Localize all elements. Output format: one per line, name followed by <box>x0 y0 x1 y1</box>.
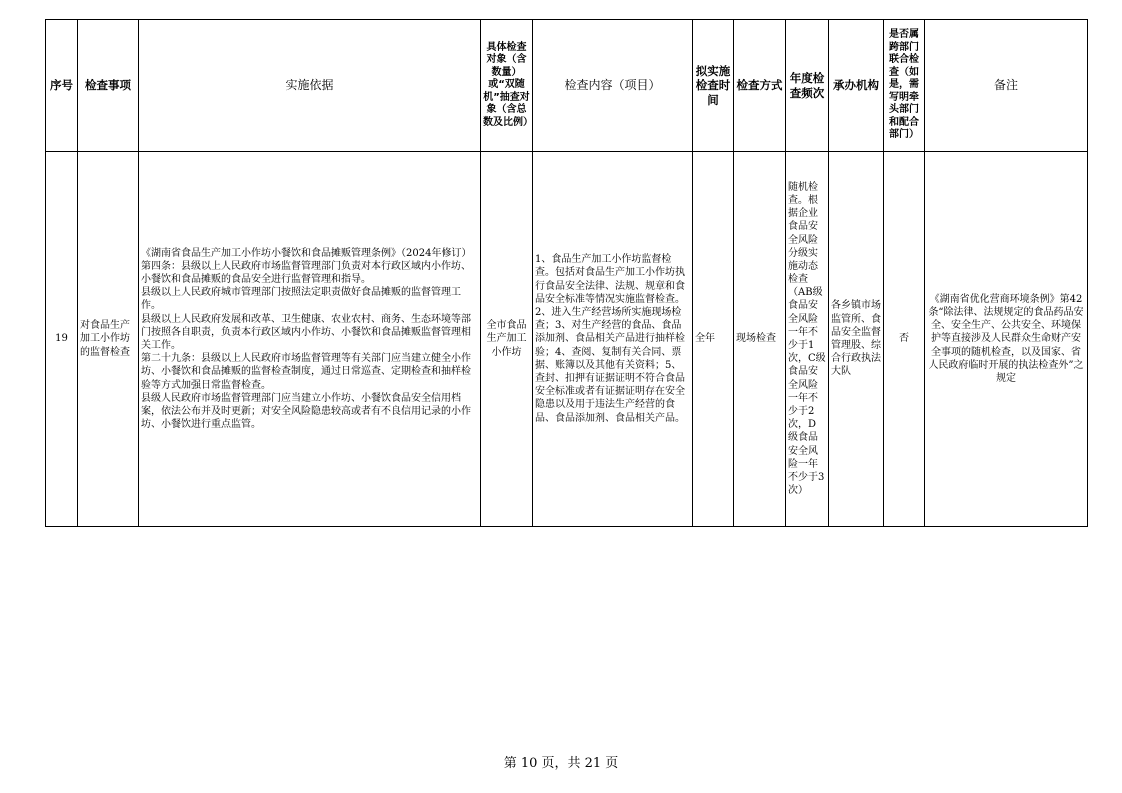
cell-agency: 各乡镇市场监管所、食品安全监督管理股、综合行政执法大队 <box>829 152 884 527</box>
cell-basis: 《湖南省食品生产加工小作坊小餐饮和食品摊贩管理条例》（2024年修订）第四条：县级以上人民政府市场监督管理部门负责对本行政区域内小作坊、小餐饮和食品摊贩的食品安全进行监督管理和指导。 县级以上人民政府城市管理部门按照法定职责做好食品摊贩的监督管理工作。 县级以上人民政府发展和改革、卫生健康、农业农村、商务、生态环境等部门按照各自职责，负责本行政区域内小作坊、小餐饮和食品摊贩监督管理相关工作。 第二十九条：县级以上人民政府市场监督管理等有关部门应当建立健全小作坊、小餐饮和食品摊贩的监督检查制度，通过日常巡查、定期检查和抽样检验等方式加强日常监督检查。 县级人民政府市场监督管理部门应当建立小作坊、小餐饮食品安全信用档案，依法公布并及时更新；对安全风险隐患较高或者有不良信用记录的小作坊、小餐饮进行重点监管。 <box>139 152 481 527</box>
cell-time: 全年 <box>693 152 734 527</box>
cell-seq: 19 <box>46 152 78 527</box>
header-frequency: 年度检查频次 <box>786 20 829 152</box>
header-method: 检查方式 <box>734 20 786 152</box>
header-remark: 备注 <box>925 20 1088 152</box>
header-seq: 序号 <box>46 20 78 152</box>
header-joint: 是否属跨部门联合检查（如是，需写明牵头部门和配合部门） <box>884 20 925 152</box>
table-row <box>46 152 1088 527</box>
inspection-table <box>45 19 1088 527</box>
header-agency: 承办机构 <box>829 20 884 152</box>
page-number: 第 10 页，共 21 页 <box>503 756 619 771</box>
cell-item: 对食品生产加工小作坊的监督检查 <box>78 152 139 527</box>
header-row <box>46 20 1088 152</box>
cell-object: 全市食品生产加工小作坊 <box>481 152 533 527</box>
cell-remark: 《湖南省优化营商环境条例》第42条“除法律、法规规定的食品药品安全、安全生产、公共安全、环境保护等直接涉及人民群众生命财产安全事项的随机检查，以及国家、省人民政府临时开展的执法检查外”之规定 <box>925 152 1088 527</box>
cell-joint: 否 <box>884 152 925 527</box>
cell-method: 现场检查 <box>734 152 786 527</box>
header-time: 拟实施检查时间 <box>693 20 734 152</box>
header-basis: 实施依据 <box>139 20 481 152</box>
cell-content: 1、食品生产加工小作坊监督检查。包括对食品生产加工小作坊执行食品安全法律、法规、规章和食品安全标准等情况实施监督检查。2、进入生产经营场所实施现场检查；3、对生产经营的食品、食品添加剂、食品相关产品进行抽样检验；4、查阅、复制有关合同、票据、账簿以及其他有关资料；5、查封、扣押有证据证明不符合食品安全标准或者有证据证明存在安全隐患以及用于违法生产经营的食品、食品添加剂、食品相关产品。 <box>533 152 693 527</box>
header-content: 检查内容（项目） <box>533 20 693 152</box>
cell-frequency: 随机检查。根据企业食品安全风险分级实施动态检查（AB级食品安全风险一年不少于1次，C级食品安全风险一年不少于2次，D级食品安全风险一年不少于3次） <box>786 152 829 527</box>
header-object: 具体检查对象（含数量）或“双随机”抽查对象（含总数及比例） <box>481 20 533 152</box>
header-item: 检查事项 <box>78 20 139 152</box>
